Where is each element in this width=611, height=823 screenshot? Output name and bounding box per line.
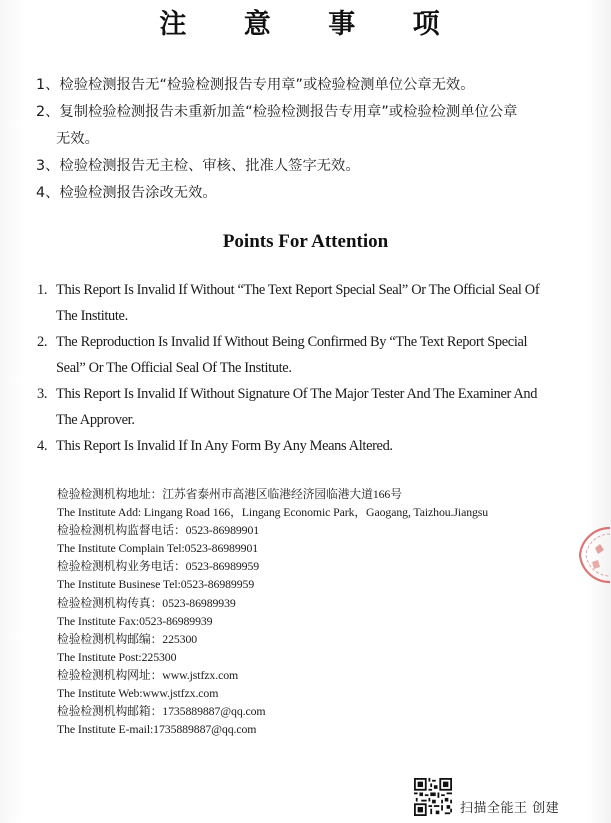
cn-notice-item-4: 4、检验检测报告涂改无效。 xyxy=(36,185,217,201)
en-notice-text: The Reproduction Is Invalid If Without Being Confirmed By “The Text Report Special Seal” Or The Official Seal Of The Institute. xyxy=(56,334,528,376)
en-notice-text: This Report Is Invalid If In Any Form By Any Means Altered. xyxy=(56,438,393,454)
en-notice-text: This Report Is Invalid If Without Signature Of The Major Tester And The Examiner And The Approver. xyxy=(56,386,538,428)
complain-tel-cn: 检验检测机构监督电话：0523-86989901 xyxy=(57,523,260,538)
web-en[interactable]: The Institute Web:www.jstfzx.com xyxy=(57,686,219,701)
post-en: The Institute Post:225300 xyxy=(57,649,177,664)
en-notice-item xyxy=(37,330,557,381)
en-notice-number: 1. xyxy=(37,282,48,298)
en-notice-text: This Report Is Invalid If Without “The Text Report Special Seal” Or The Official Seal Of The Institute. xyxy=(56,282,540,324)
business-tel-en: The Institute Businese Tel:0523-86989959 xyxy=(57,577,255,592)
en-notice-number: 2. xyxy=(37,334,48,350)
en-notice-number: 4. xyxy=(37,438,48,454)
partial-seal-stamp xyxy=(540,520,610,590)
scanner-watermark: 扫描全能王 创建 xyxy=(460,801,560,816)
cn-notice-item-2-line1: 2、复制检验检测报告未重新加盖“检验检测报告专用章”或检验检测单位公章 xyxy=(36,104,518,120)
page-title: 注 意 事 项 xyxy=(159,9,464,40)
qr-code-icon xyxy=(414,778,452,816)
post-cn: 检验检测机构邮编：225300 xyxy=(57,631,198,646)
cn-notice-item-3: 3、检验检测报告无主检、审核、批准人签字无效。 xyxy=(36,158,360,174)
en-section-title: Points For Attention xyxy=(222,231,389,252)
cn-notice-item-1: 1、检验检测报告无“检验检测报告专用章”或检验检测单位公章无效。 xyxy=(36,77,475,93)
en-notice-list xyxy=(37,278,557,461)
cn-notice-list xyxy=(36,72,566,207)
complain-tel-en: The Institute Complain Tel:0523-86989901 xyxy=(57,541,259,556)
en-notice-item xyxy=(37,434,557,460)
fax-en: The Institute Fax:0523-86989939 xyxy=(57,613,213,628)
web-cn[interactable]: 检验检测机构网址：www.jstfzx.com xyxy=(57,667,239,682)
email-cn[interactable]: 检验检测机构邮箱：1735889887@qq.com xyxy=(57,704,266,719)
email-en[interactable]: The Institute E-mail:1735889887@qq.com xyxy=(57,722,257,737)
business-tel-cn: 检验检测机构业务电话：0523-86989959 xyxy=(57,559,260,574)
cn-notice-item-2-line2: 无效。 xyxy=(56,131,99,147)
cn-notice-item-2 xyxy=(36,99,566,153)
contact-block xyxy=(57,485,557,738)
address-en: The Institute Add: Lingang Road 166，Lingang Economic Park，Gaogang, Taizhou.Jiangsu xyxy=(57,505,489,520)
en-notice-item xyxy=(37,278,557,329)
en-notice-number: 3. xyxy=(37,386,48,402)
en-notice-item xyxy=(37,382,557,433)
address-cn: 检验检测机构地址：江苏省泰州市高港区临港经济园临港大道166号 xyxy=(57,487,402,501)
fax-cn: 检验检测机构传真：0523-86989939 xyxy=(57,595,236,610)
